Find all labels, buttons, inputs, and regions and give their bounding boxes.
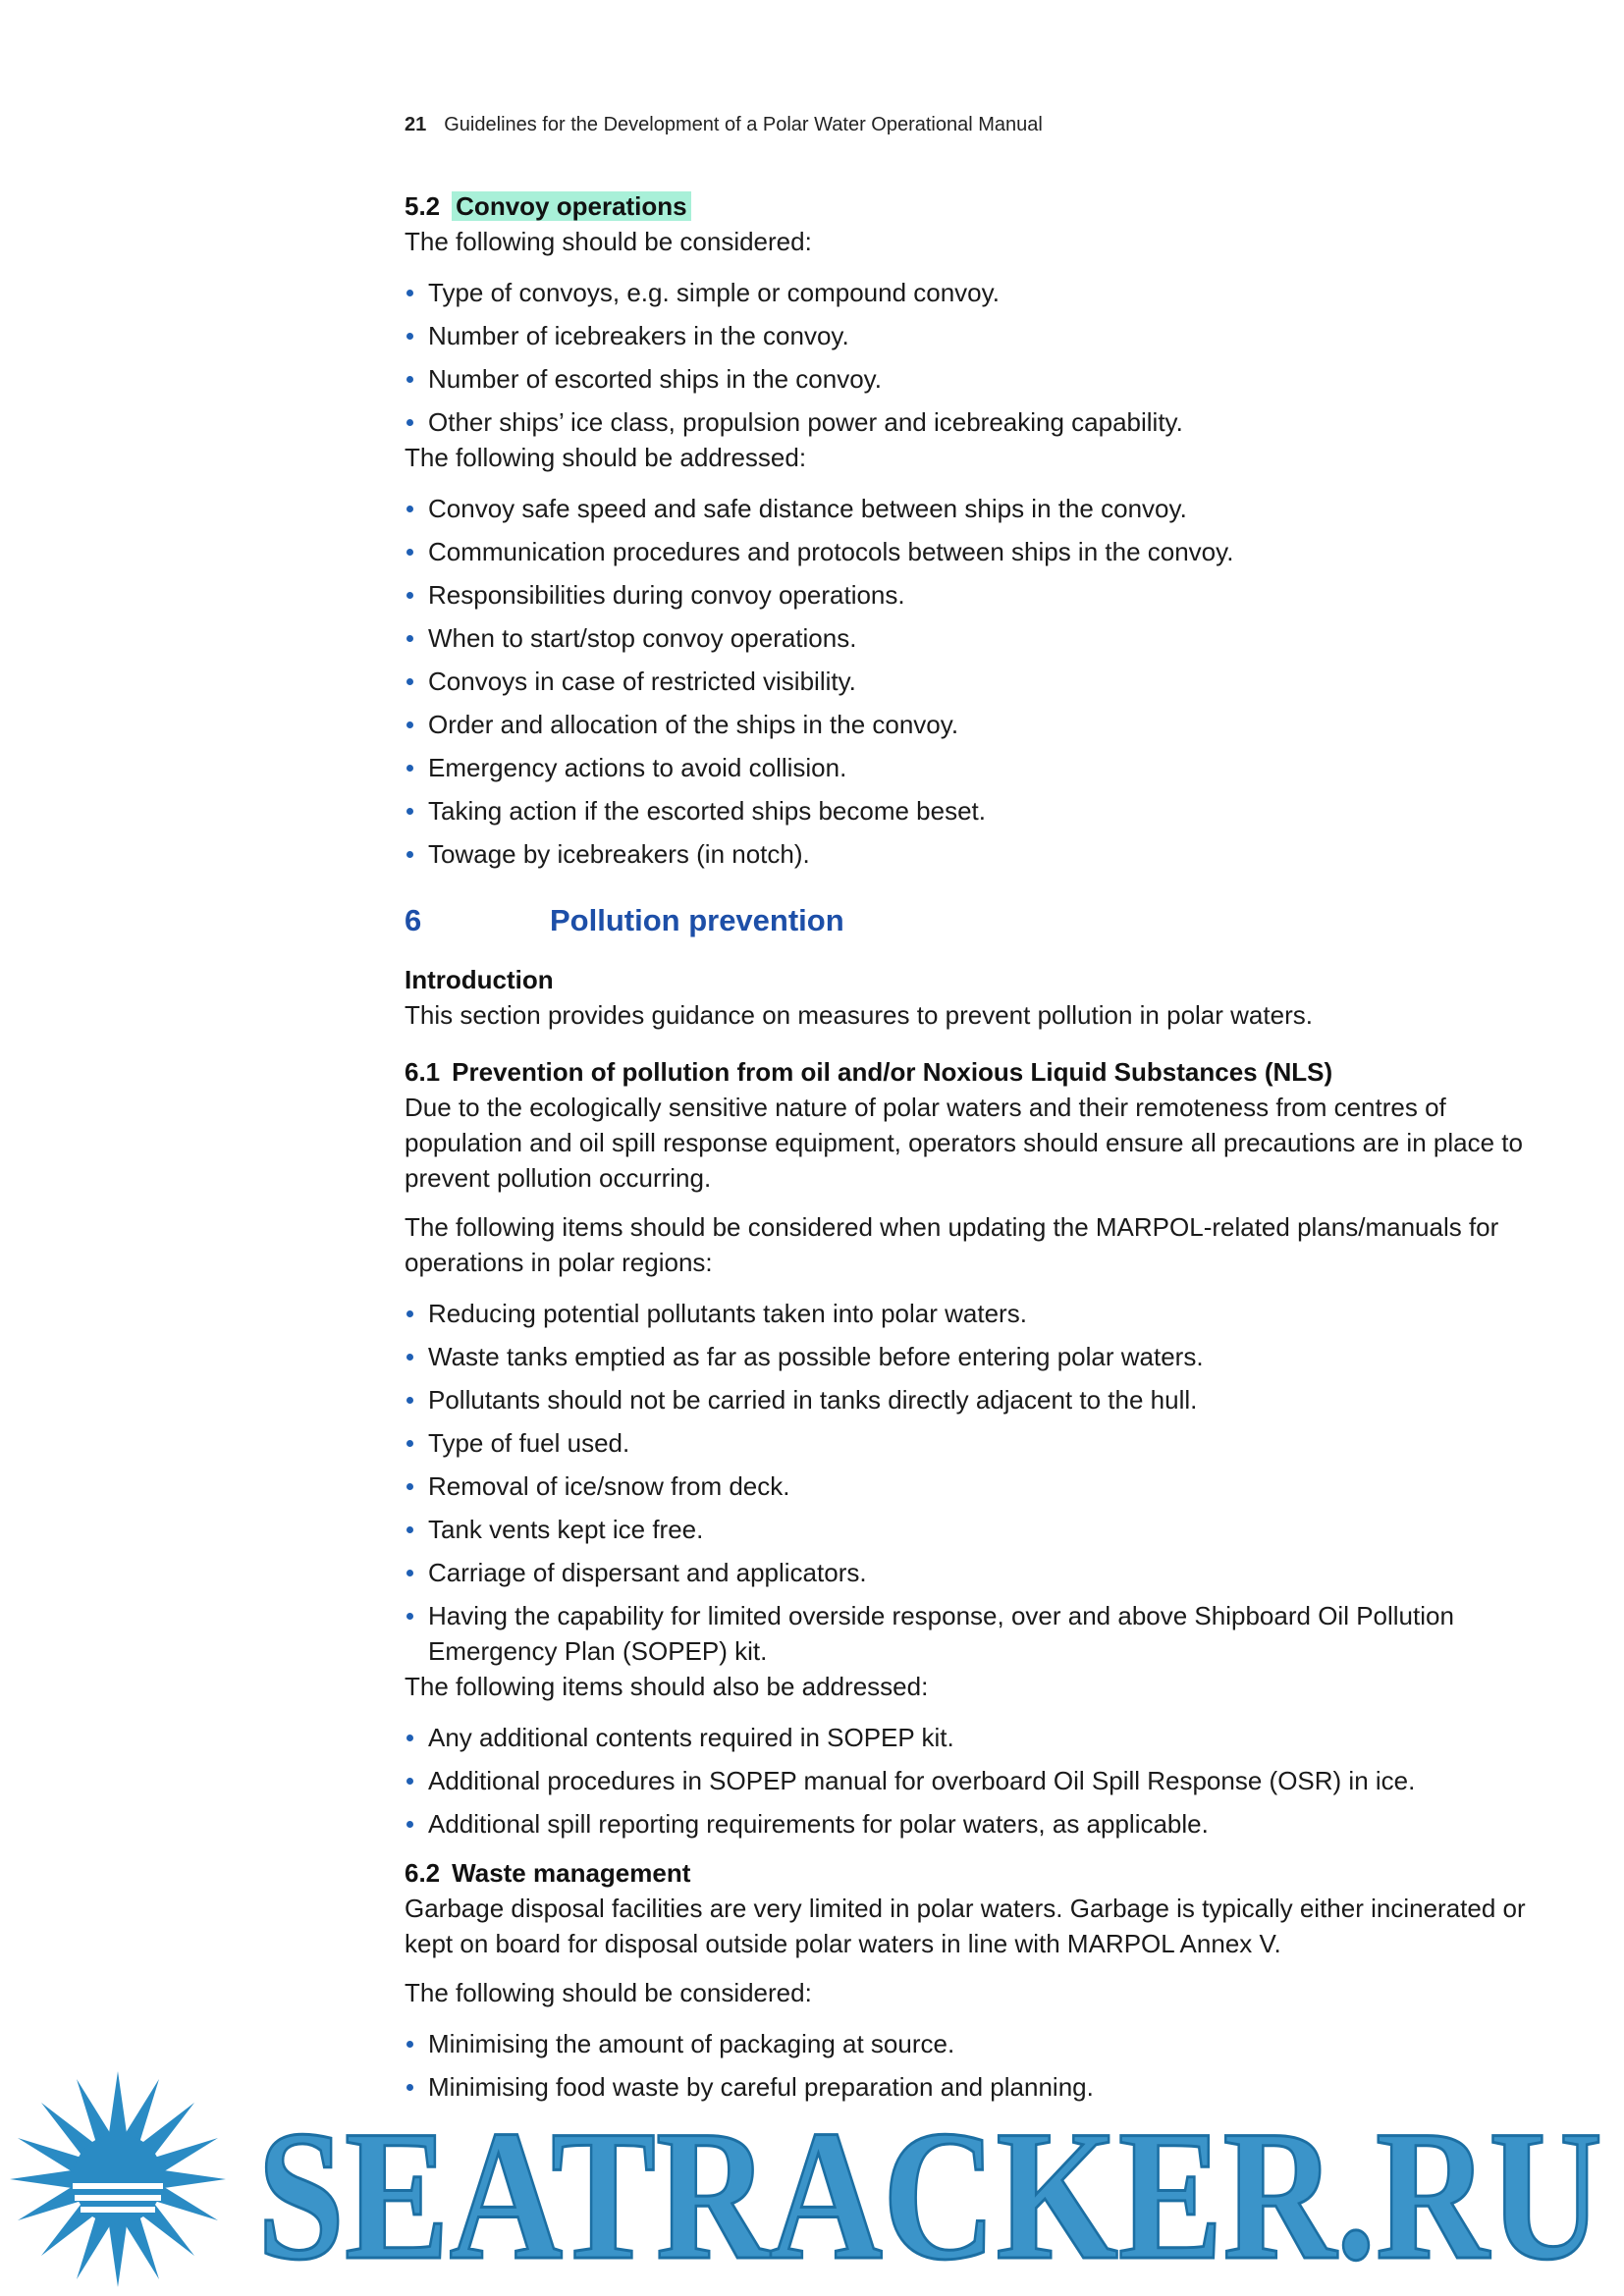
bullet-icon — [406, 765, 413, 772]
bullet-icon — [406, 376, 413, 383]
list-item: Emergency actions to avoid collision. — [405, 750, 1534, 785]
bullet-icon — [406, 808, 413, 815]
list-item: Taking action if the escorted ships become beset. — [405, 793, 1534, 828]
list-item: Type of convoys, e.g. simple or compound convoy. — [405, 275, 1534, 310]
bullet-icon — [406, 635, 413, 642]
list-item: Waste tanks emptied as far as possible before entering polar waters. — [405, 1339, 1534, 1374]
sun-logo-icon — [10, 2071, 226, 2287]
bullet-icon — [406, 1483, 413, 1490]
list-item: Number of escorted ships in the convoy. — [405, 361, 1534, 397]
list-item: When to start/stop convoy operations. — [405, 620, 1534, 656]
list-item: Additional spill reporting requirements for polar waters, as applicable. — [405, 1806, 1534, 1842]
seatracker-watermark — [0, 2061, 1624, 2296]
list-item: Minimising food waste by careful preparation and planning. — [405, 2069, 1534, 2105]
list-item: Order and allocation of the ships in the convoy. — [405, 707, 1534, 742]
bullet-icon — [406, 2041, 413, 2048]
bullet-icon — [406, 1821, 413, 1828]
list-item: Responsibilities during convoy operations. — [405, 577, 1534, 613]
list-item: Type of fuel used. — [405, 1425, 1534, 1461]
bullet-icon — [406, 549, 413, 556]
s61-considered-list — [405, 1296, 1534, 1669]
bullet-icon — [406, 290, 413, 296]
list-item: Towage by icebreakers (in notch). — [405, 836, 1534, 872]
s61-addressed-list — [405, 1720, 1534, 1842]
list-item: Having the capability for limited overside response, over and above Shipboard Oil Pollution Emergency Plan (SOPEP) kit. — [405, 1598, 1534, 1669]
s52-intro-addressed: The following should be addressed: — [405, 443, 807, 472]
s62-intro: The following should be considered: — [405, 1978, 812, 2007]
bullet-icon — [406, 1440, 413, 1447]
list-item: Additional procedures in SOPEP manual for overboard Oil Spill Response (OSR) in ice. — [405, 1763, 1534, 1798]
list-item: Tank vents kept ice free. — [405, 1512, 1534, 1547]
highlighted-title: Convoy operations — [452, 191, 690, 221]
list-item: Reducing potential pollutants taken into polar waters. — [405, 1296, 1534, 1331]
s62-paragraph-1: Garbage disposal facilities are very limited in polar waters. Garbage is typically either incinerated or kept on board for disposal outside polar waters in line with MARPOL Annex V. — [405, 1894, 1526, 1958]
bullet-icon — [406, 1354, 413, 1361]
bullet-icon — [406, 1570, 413, 1576]
document-title: Guidelines for the Development of a Polar Water Operational Manual — [444, 114, 1043, 135]
bullet-icon — [406, 1310, 413, 1317]
section-6-1-heading: 6.1 Prevention of pollution from oil and/or Noxious Liquid Substances (NLS) — [405, 1057, 1333, 1087]
introduction-text: This section provides guidance on measures to prevent pollution in polar waters. — [405, 1000, 1313, 1030]
running-header — [405, 114, 1043, 136]
list-item: Convoys in case of restricted visibility. — [405, 664, 1534, 699]
bullet-icon — [406, 1526, 413, 1533]
list-item: Minimising the amount of packaging at source. — [405, 2026, 1534, 2061]
list-item: Other ships’ ice class, propulsion power and icebreaking capability. — [405, 404, 1534, 440]
section-5-2-heading: 5.2 Convoy operations — [405, 188, 1534, 224]
s61-paragraph-2: The following items should be considered when updating the MARPOL-related plans/manuals for operations in polar regions: — [405, 1212, 1499, 1277]
s61-intro-addressed: The following items should also be addressed: — [405, 1672, 929, 1701]
section-6-heading: 6 Pollution prevention — [405, 903, 844, 937]
list-item: Communication procedures and protocols between ships in the convoy. — [405, 534, 1534, 569]
bullet-icon — [406, 333, 413, 340]
list-item: Number of icebreakers in the convoy. — [405, 318, 1534, 353]
bullet-icon — [406, 1778, 413, 1785]
list-item: Removal of ice/snow from deck. — [405, 1468, 1534, 1504]
bullet-icon — [406, 1397, 413, 1404]
bullet-icon — [406, 419, 413, 426]
s61-paragraph-1: Due to the ecologically sensitive nature of polar waters and their remoteness from centres of population and oil spill response equipment, operators should ensure all precautions are in place to prevent pollution occurring. — [405, 1093, 1523, 1193]
bullet-icon — [406, 592, 413, 599]
bullet-icon — [406, 1613, 413, 1620]
bullet-icon — [406, 1735, 413, 1741]
list-item: Convoy safe speed and safe distance between ships in the convoy. — [405, 491, 1534, 526]
watermark-text: SEATRACKER.RU — [257, 2093, 1602, 2296]
list-item: Carriage of dispersant and applicators. — [405, 1555, 1534, 1590]
introduction-heading: Introduction — [405, 965, 554, 994]
list-item: Pollutants should not be carried in tanks directly adjacent to the hull. — [405, 1382, 1534, 1417]
bullet-icon — [406, 678, 413, 685]
section-6-2-heading: 6.2 Waste management — [405, 1858, 691, 1888]
s52-considered-list — [405, 275, 1534, 440]
bullet-icon — [406, 851, 413, 858]
s52-intro-considered: The following should be considered: — [405, 227, 812, 256]
s52-addressed-list — [405, 491, 1534, 872]
list-item: Any additional contents required in SOPEP kit. — [405, 1720, 1534, 1755]
bullet-icon — [406, 506, 413, 512]
page-number: 21 — [405, 114, 427, 135]
content — [405, 188, 1534, 2112]
bullet-icon — [406, 721, 413, 728]
